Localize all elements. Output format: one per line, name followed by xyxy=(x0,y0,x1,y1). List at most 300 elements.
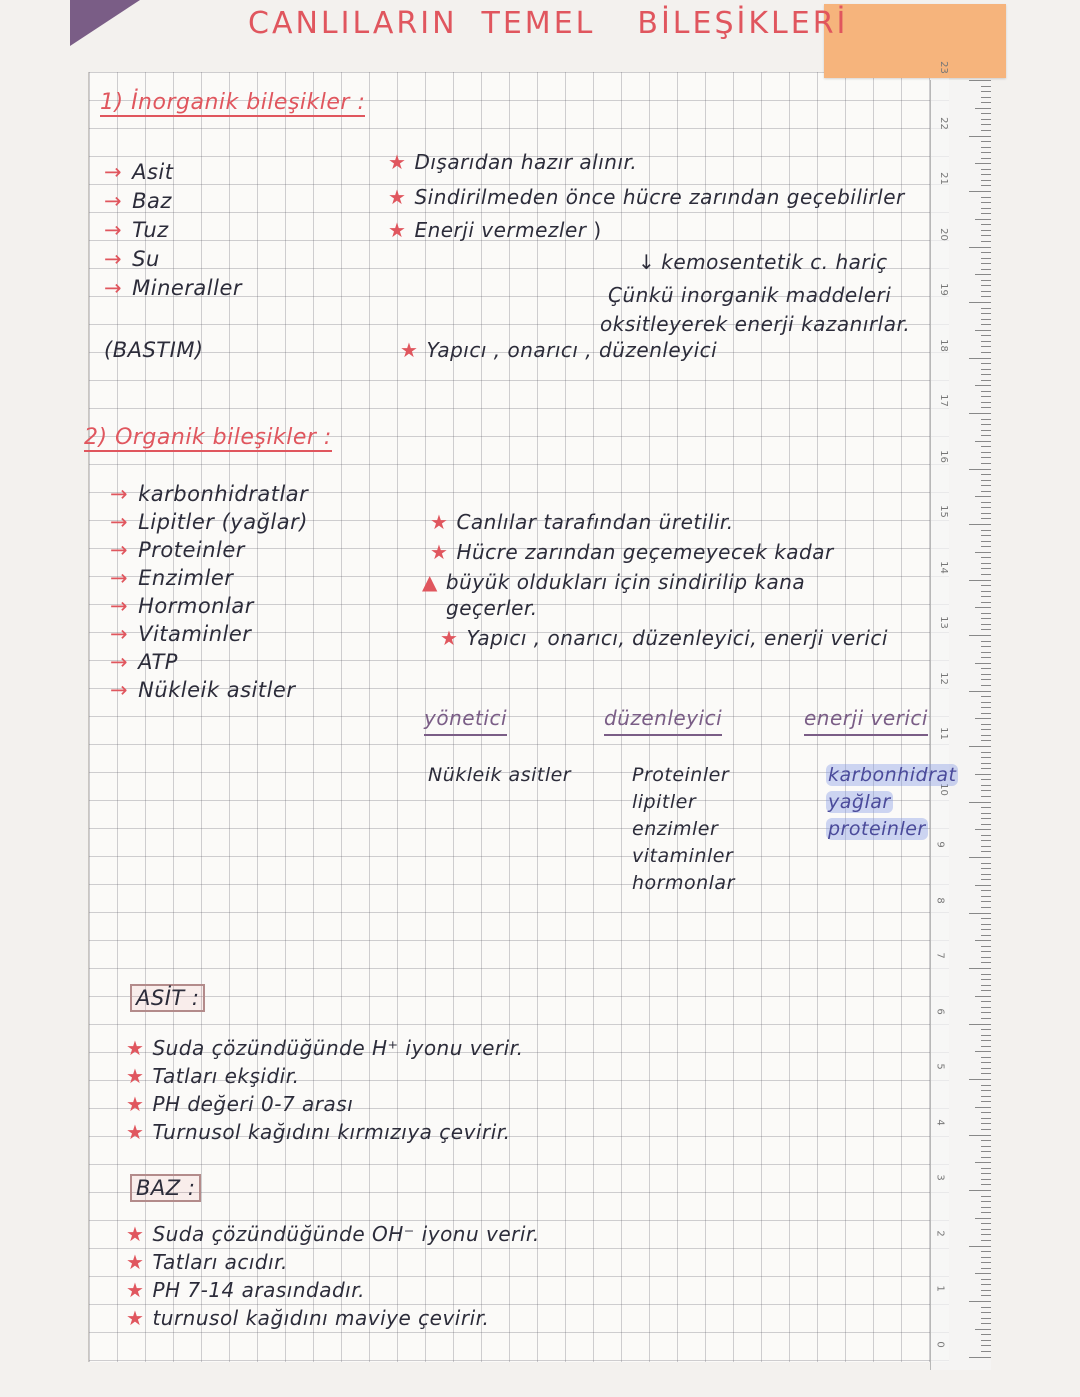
star-icon: ★ xyxy=(126,1120,145,1144)
list-item-label: PH değeri 0-7 arası xyxy=(152,1092,354,1116)
ruler-tick xyxy=(975,274,991,275)
inorganic-note xyxy=(388,185,905,209)
ruler-tick xyxy=(969,524,991,525)
ruler-tick xyxy=(981,313,991,314)
ruler-tick xyxy=(969,1079,991,1080)
organic-list xyxy=(110,482,308,706)
ruler-tick xyxy=(981,158,991,159)
ruler-tick xyxy=(981,230,991,231)
base-list xyxy=(126,1222,540,1334)
list-item: lipitler xyxy=(632,791,697,813)
mnemonic-label: (BASTIM) xyxy=(104,338,204,362)
ruler-tick xyxy=(975,663,991,664)
ruler-tick xyxy=(969,1024,991,1025)
ruler-tick xyxy=(975,108,991,109)
list-item xyxy=(126,1036,523,1064)
ruler-tick xyxy=(981,402,991,403)
page-title xyxy=(248,6,848,41)
list-item-label: Nükleik asitler xyxy=(138,678,296,702)
ruler-tick xyxy=(981,790,991,791)
ruler-tick xyxy=(981,452,991,453)
list-item-label: Su xyxy=(132,247,160,271)
ruler-tick xyxy=(981,1057,991,1058)
list-item-label: ATP xyxy=(138,650,178,674)
arrow-icon: → xyxy=(104,189,123,213)
list-item-label: Turnusol kağıdını kırmızıya çevirir. xyxy=(152,1120,511,1144)
ruler-tick xyxy=(981,1284,991,1285)
ruler-tick xyxy=(981,1046,991,1047)
star-icon: ★ xyxy=(388,150,407,174)
ruler-tick xyxy=(969,635,991,636)
ruler-tick xyxy=(969,469,991,470)
column-header-energy: enerji verici xyxy=(804,706,928,736)
ruler-tick xyxy=(981,946,991,947)
ruler-tick xyxy=(981,1168,991,1169)
arrow-icon: → xyxy=(110,538,129,562)
ruler-number: 5 xyxy=(934,1063,946,1070)
ruler-tick xyxy=(981,1112,991,1113)
star-icon: ★ xyxy=(388,185,407,209)
ruler-tick xyxy=(981,213,991,214)
ruler-tick xyxy=(981,130,991,131)
ruler-tick xyxy=(981,1018,991,1019)
ruler-tick xyxy=(981,280,991,281)
ruler-tick xyxy=(981,91,991,92)
ruler-tick xyxy=(981,1307,991,1308)
list-item-label: Tuz xyxy=(132,218,169,242)
list-item-label: Mineraller xyxy=(132,276,243,300)
ruler-tick xyxy=(981,457,991,458)
star-icon: ★ xyxy=(126,1278,145,1302)
ruler-tick xyxy=(981,369,991,370)
ruler-tick xyxy=(969,802,991,803)
note-text: Canlılar tarafından üretilir. xyxy=(456,510,734,534)
ruler-tick xyxy=(981,202,991,203)
ruler-tick xyxy=(981,1268,991,1269)
star-icon: ★ xyxy=(126,1092,145,1116)
ruler-number: 7 xyxy=(934,952,946,959)
ruler-tick xyxy=(981,197,991,198)
ruler-tick xyxy=(975,996,991,997)
ruler-tick xyxy=(969,1135,991,1136)
ruler-tick xyxy=(981,1096,991,1097)
ruler-tick xyxy=(975,496,991,497)
arrow-icon: → xyxy=(110,510,129,534)
star-icon: ★ xyxy=(126,1036,145,1060)
ruler-tick xyxy=(981,757,991,758)
ruler-tick xyxy=(981,97,991,98)
ruler-tick xyxy=(981,641,991,642)
list-item xyxy=(110,678,308,706)
list-item: Proteinler xyxy=(632,764,730,786)
ruler-tick xyxy=(981,152,991,153)
ruler-tick xyxy=(981,407,991,408)
ruler-tick xyxy=(969,302,991,303)
ruler-tick xyxy=(981,707,991,708)
ruler-tick xyxy=(981,1007,991,1008)
ruler-tick xyxy=(981,530,991,531)
ruler-tick xyxy=(981,491,991,492)
list-item-label: Asit xyxy=(132,160,174,184)
ruler-tick xyxy=(975,885,991,886)
ruler-tick xyxy=(981,141,991,142)
column-energy-list xyxy=(826,764,958,848)
ruler-tick xyxy=(969,968,991,969)
ruler-tick xyxy=(981,169,991,170)
ruler-tick xyxy=(981,668,991,669)
ruler-tick xyxy=(981,502,991,503)
list-item-label: Enzimler xyxy=(138,566,234,590)
highlighted-text: yağlar xyxy=(828,791,891,813)
ruler-tick xyxy=(981,740,991,741)
ruler-tick xyxy=(981,818,991,819)
ruler-tick xyxy=(981,613,991,614)
list-item-label: Suda çözündüğünde H⁺ iyonu verir. xyxy=(152,1036,524,1060)
ruler-tick xyxy=(981,568,991,569)
ruler-tick xyxy=(981,879,991,880)
ruler-number: 6 xyxy=(934,1007,946,1015)
ruler-tick xyxy=(969,857,991,858)
ruler-number: 20 xyxy=(937,227,949,241)
list-item xyxy=(126,1222,540,1250)
organic-roles xyxy=(440,626,888,650)
ruler-tick xyxy=(981,1229,991,1230)
ruler-tick xyxy=(981,1223,991,1224)
list-item: hormonlar xyxy=(632,872,735,894)
arrow-icon: → xyxy=(110,566,129,590)
list-item-label: Hormonlar xyxy=(138,594,254,618)
ruler-tick xyxy=(981,113,991,114)
ruler-tick xyxy=(981,1184,991,1185)
ruler-tick xyxy=(975,940,991,941)
ruler-tick xyxy=(981,696,991,697)
highlighted-text: karbonhidrat xyxy=(828,764,957,786)
list-item xyxy=(104,247,242,276)
ruler-tick xyxy=(981,263,991,264)
ruler-number: 21 xyxy=(937,172,949,185)
ruler-tick xyxy=(969,1190,991,1191)
ruler-tick xyxy=(981,985,991,986)
ruler-tick xyxy=(981,308,991,309)
ruler-tick xyxy=(981,285,991,286)
organic-note-cont: geçerler. xyxy=(446,596,538,620)
arrow-icon: → xyxy=(110,594,129,618)
ruler-tick xyxy=(981,713,991,714)
ruler-tick xyxy=(981,1196,991,1197)
ruler-tick xyxy=(981,1251,991,1252)
ruler-tick xyxy=(975,774,991,775)
ruler-number: 18 xyxy=(937,338,949,352)
ruler-tick xyxy=(981,851,991,852)
arrow-icon: → xyxy=(110,482,129,506)
star-icon: ▲ xyxy=(422,570,438,594)
ruler-tick xyxy=(981,391,991,392)
ruler-tick xyxy=(981,1068,991,1069)
list-item xyxy=(126,1092,523,1120)
list-item-label: Tatları ekşidir. xyxy=(152,1064,300,1088)
note-text: Dışarıdan hazır alınır. xyxy=(414,150,638,174)
ruler-tick xyxy=(981,474,991,475)
ruler-tick xyxy=(981,957,991,958)
ruler-tick xyxy=(981,1035,991,1036)
inorganic-note xyxy=(388,150,637,174)
ruler-tick xyxy=(981,102,991,103)
ruler-tick xyxy=(981,868,991,869)
down-arrow-icon: ↓ xyxy=(638,250,656,274)
ruler-tick xyxy=(969,1246,991,1247)
ruler-tick xyxy=(981,840,991,841)
ruler-tick xyxy=(981,929,991,930)
ruler-tick xyxy=(981,785,991,786)
list-item: enzimler xyxy=(632,818,719,840)
note-text: Yapıcı , onarıcı, düzenleyici, enerji verici xyxy=(466,626,888,650)
list-item xyxy=(126,1064,523,1092)
ruler-tick xyxy=(981,874,991,875)
ruler-tick xyxy=(969,913,991,914)
ruler-tick xyxy=(981,652,991,653)
note-text: Hücre zarından geçemeyecek kadar xyxy=(456,540,834,564)
ruler-number: 16 xyxy=(937,449,949,463)
list-item xyxy=(104,160,242,189)
ruler-tick xyxy=(981,374,991,375)
list-item xyxy=(110,538,308,566)
list-item-label: PH 7-14 arasındadır. xyxy=(152,1278,365,1302)
ruler-tick xyxy=(981,335,991,336)
ruler-tick xyxy=(975,1329,991,1330)
list-item-label: Lipitler (yağlar) xyxy=(138,510,308,534)
ruler-tick xyxy=(981,463,991,464)
reason-line-1: Çünkü inorganik maddeleri xyxy=(608,283,892,307)
ruler-tick xyxy=(981,585,991,586)
ruler-number: 10 xyxy=(937,782,949,796)
ruler-tick xyxy=(981,1157,991,1158)
ruler-tick xyxy=(981,224,991,225)
star-icon: ★ xyxy=(126,1064,145,1088)
ruler-tick xyxy=(981,1212,991,1213)
arrow-icon: → xyxy=(110,622,129,646)
base-heading-text: BAZ : xyxy=(130,1174,201,1202)
ruler-tick xyxy=(969,80,991,81)
ruler-tick xyxy=(981,907,991,908)
inorganic-roles xyxy=(400,338,717,362)
ruler-tick xyxy=(981,235,991,236)
ruler-tick xyxy=(981,419,991,420)
ruler-tick xyxy=(981,341,991,342)
list-item-label: Suda çözündüğünde OH⁻ iyonu verir. xyxy=(152,1222,540,1246)
section1-heading xyxy=(100,90,365,115)
ruler-tick xyxy=(981,252,991,253)
ruler-tick xyxy=(981,1312,991,1313)
ruler-tick xyxy=(981,1173,991,1174)
ruler-tick xyxy=(975,1218,991,1219)
ruler-number: 19 xyxy=(937,283,949,296)
ruler-tick xyxy=(981,185,991,186)
list-item xyxy=(126,1306,540,1334)
ruler-tick xyxy=(981,1101,991,1102)
ruler-tick xyxy=(981,1323,991,1324)
ruler-tick xyxy=(981,951,991,952)
ruler-tick xyxy=(981,896,991,897)
ruler-tick xyxy=(981,269,991,270)
ruler-tick xyxy=(981,1207,991,1208)
ruler-tick xyxy=(981,124,991,125)
ruler-tick xyxy=(981,724,991,725)
ruler-tick xyxy=(981,446,991,447)
star-icon: ★ xyxy=(400,338,419,362)
ruler-tick xyxy=(981,513,991,514)
list-item xyxy=(826,764,958,791)
list-item xyxy=(104,189,242,218)
ruler-tick xyxy=(981,1334,991,1335)
list-item xyxy=(126,1250,540,1278)
ruler-number: 23 xyxy=(937,61,949,74)
ruler-tick xyxy=(975,1051,991,1052)
title-word-1: CANLILARIN xyxy=(248,6,458,41)
ruler-tick xyxy=(981,1318,991,1319)
ruler-tick xyxy=(981,596,991,597)
ruler-tick xyxy=(981,1029,991,1030)
arrow-icon: → xyxy=(104,160,123,184)
ruler-tick xyxy=(981,618,991,619)
list-item: Nükleik asitler xyxy=(428,764,572,786)
list-item-label: karbonhidratlar xyxy=(138,482,309,506)
ruler-tick xyxy=(969,1357,991,1358)
ruler-tick xyxy=(981,258,991,259)
ruler-tick xyxy=(981,657,991,658)
list-item xyxy=(110,510,308,538)
ruler-tick xyxy=(981,174,991,175)
ruler-number: 9 xyxy=(934,841,946,848)
ruler-tick xyxy=(981,768,991,769)
ruler-tick xyxy=(981,1012,991,1013)
ruler-tick xyxy=(981,813,991,814)
ruler-tick xyxy=(981,702,991,703)
ruler-tick xyxy=(981,763,991,764)
ruler-tick xyxy=(981,835,991,836)
list-item-label: Baz xyxy=(132,189,172,213)
ruler-number: 3 xyxy=(934,1174,946,1181)
ruler-tick xyxy=(981,1129,991,1130)
ruler-tick xyxy=(981,1201,991,1202)
list-item-label: Tatları acıdır. xyxy=(152,1250,288,1274)
ruler-tick xyxy=(975,607,991,608)
column-header-manager: yönetici xyxy=(424,706,507,736)
ruler-tick xyxy=(981,296,991,297)
ruler-tick xyxy=(975,829,991,830)
star-icon: ★ xyxy=(126,1222,145,1246)
ruler-tick xyxy=(981,1345,991,1346)
star-icon: ★ xyxy=(430,540,449,564)
ruler-tick xyxy=(981,779,991,780)
ruler-tick xyxy=(981,901,991,902)
list-item-label: turnusol kağıdını maviye çevirir. xyxy=(152,1306,490,1330)
ruler-number: 4 xyxy=(934,1118,946,1126)
list-item xyxy=(826,791,958,818)
ruler-tick xyxy=(981,241,991,242)
ruler-tick xyxy=(975,1107,991,1108)
ruler-tick xyxy=(969,136,991,137)
ruler-tick xyxy=(981,1279,991,1280)
ruler-tick xyxy=(981,86,991,87)
ruler-tick xyxy=(981,319,991,320)
ruler-tick xyxy=(981,990,991,991)
ruler-tick xyxy=(981,1262,991,1263)
ruler-tick xyxy=(981,147,991,148)
list-item: vitaminler xyxy=(632,845,734,867)
highlighted-text: proteinler xyxy=(828,818,926,840)
ruler-tick xyxy=(981,507,991,508)
arrow-icon: → xyxy=(104,276,123,300)
ruler-tick xyxy=(981,1151,991,1152)
ruler-tick xyxy=(969,413,991,414)
ruler-tick xyxy=(981,935,991,936)
list-item xyxy=(110,482,308,510)
ruler-tick xyxy=(981,430,991,431)
page-corner-mark xyxy=(70,0,140,46)
ruler-tick xyxy=(981,435,991,436)
ruler-tick xyxy=(969,247,991,248)
ruler-tick xyxy=(981,424,991,425)
ruler-tick xyxy=(981,1062,991,1063)
ruler-tick xyxy=(969,746,991,747)
ruler-tick xyxy=(975,163,991,164)
list-item-label: Proteinler xyxy=(138,538,245,562)
ruler-tick xyxy=(975,552,991,553)
ruler-tick xyxy=(969,580,991,581)
ruler-tick xyxy=(981,979,991,980)
ruler-tick xyxy=(981,1234,991,1235)
ruler-tick xyxy=(981,1118,991,1119)
ruler-number: 14 xyxy=(937,560,949,574)
ruler-tick xyxy=(981,480,991,481)
roles-text: Yapıcı , onarıcı , düzenleyici xyxy=(426,338,718,362)
ruler-tick xyxy=(981,807,991,808)
reason-line-2: oksitleyerek enerji kazanırlar. xyxy=(600,312,911,336)
ruler-tick xyxy=(981,1290,991,1291)
ruler-tick xyxy=(975,385,991,386)
section1-heading-text: 1) İnorganik bileşikler : xyxy=(100,90,366,115)
star-icon: ★ xyxy=(126,1306,145,1330)
ruler-tick xyxy=(981,563,991,564)
ruler-tick xyxy=(981,324,991,325)
ruler-tick xyxy=(981,1340,991,1341)
ruler-tick xyxy=(975,1273,991,1274)
ruler-tick xyxy=(981,1040,991,1041)
arrow-icon: → xyxy=(110,650,129,674)
ruler-tick xyxy=(969,191,991,192)
ruler-number: 12 xyxy=(937,671,949,685)
star-icon: ★ xyxy=(126,1250,145,1274)
arrow-icon: → xyxy=(104,218,123,242)
ruler-tick xyxy=(981,679,991,680)
acid-list xyxy=(126,1036,523,1148)
ruler-tick xyxy=(981,557,991,558)
ruler-tick xyxy=(981,119,991,120)
ruler-tick xyxy=(981,974,991,975)
list-item xyxy=(126,1120,523,1148)
organic-note xyxy=(430,510,734,534)
ruler-tick xyxy=(981,1085,991,1086)
arrow-icon: → xyxy=(110,678,129,702)
acid-heading xyxy=(130,986,205,1010)
ruler-tick xyxy=(981,1351,991,1352)
ruler-number: 0 xyxy=(934,1340,946,1348)
ruler-number: 13 xyxy=(937,616,949,629)
ruler-tick xyxy=(981,1240,991,1241)
ruler-tick xyxy=(981,685,991,686)
list-item xyxy=(110,650,308,678)
column-header-regulator: düzenleyici xyxy=(604,706,722,736)
